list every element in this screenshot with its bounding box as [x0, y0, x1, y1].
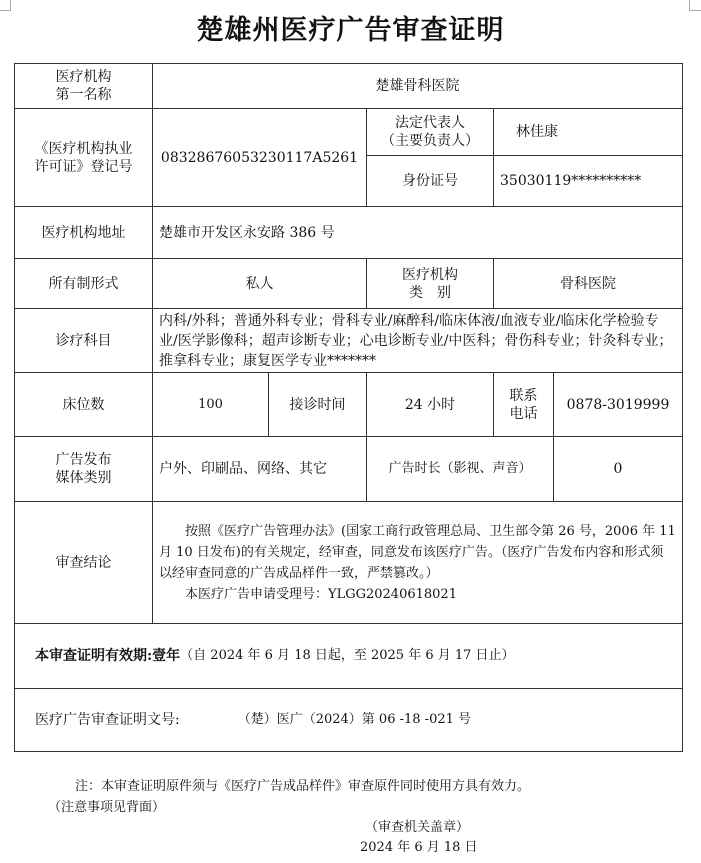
footer-note-back: （注意事项见背面） [48, 800, 166, 815]
id-value: 35030119********** [493, 155, 683, 207]
seal-label: （审查机关盖章） [365, 820, 470, 835]
validity-row [14, 623, 683, 689]
media-value: 户外、印刷品、网络、其它 [152, 436, 367, 502]
name-label: 医疗机构 第一名称 [14, 63, 153, 109]
phone-value: 0878-3019999 [553, 372, 683, 437]
conclusion-cell [152, 501, 683, 624]
beds-label: 床位数 [14, 372, 153, 437]
license-value: 08328676053230117A5261 [152, 108, 367, 207]
address-value: 楚雄市开发区永安路 386 号 [152, 206, 683, 259]
ownership-value: 私人 [152, 258, 367, 309]
validity-label: 本审查证明有效期:壹年 [35, 648, 181, 664]
category-label: 医疗机构 类 别 [366, 258, 494, 309]
validity-value: （自 2024 年 6 月 18 日起，至 2025 年 6 月 17 日止） [180, 648, 515, 663]
ownership-label: 所有制形式 [14, 258, 153, 309]
beds-value: 100 [152, 372, 269, 437]
footer-note: 注：本审查证明原件须与《医疗广告成品样件》审查原件同时使用方具有效力。 [75, 779, 531, 794]
doc-number-value: （楚）医广（2024）第 06 -18 -021 号 [237, 712, 472, 727]
address-label: 医疗机构地址 [14, 206, 153, 259]
license-label: 《医疗机构执业 许可证》登记号 [14, 108, 153, 207]
name-value: 楚雄骨科医院 [152, 63, 683, 109]
id-label: 身份证号 [366, 155, 494, 207]
doc-number-row [14, 688, 683, 752]
dept-value: 内科/外科；普通外科专业；骨科专业/麻醉科/临床体液/血液专业/临床化学检验专业/医学影像科；超声诊断专业；心电诊断专业/中医科；骨伤科专业；针灸科专业；推拿科专业；康复医学专业******* [152, 308, 683, 373]
duration-value: 0 [553, 436, 683, 502]
doc-number-label: 医疗广告审查证明文号: [35, 712, 180, 728]
page-title: 楚雄州医疗广告审查证明 [196, 15, 505, 46]
conclusion-label: 审查结论 [14, 501, 153, 624]
conclusion-text: 按照《医疗广告管理办法》(国家工商行政管理总局、卫生部令第 26 号，2006 年 11 月 10 日发布)的有关规定，经审查，同意发布该医疗广告。（医疗广告发布内容和形式须以经审查同意的广告成品样件一致，严禁篡改。） [159, 523, 676, 581]
dept-label: 诊疗科目 [14, 308, 153, 373]
legal-rep-value: 林佳康 [493, 108, 683, 156]
phone-label: 联系 电话 [493, 372, 554, 437]
category-value: 骨科医院 [493, 258, 683, 309]
hours-label: 接诊时间 [268, 372, 367, 437]
media-label: 广告发布 媒体类别 [14, 436, 153, 502]
legal-rep-label: 法定代表人 （主要负责人） [366, 108, 494, 156]
duration-label: 广告时长（影视、声音） [366, 436, 554, 502]
hours-value: 24 小时 [366, 372, 494, 437]
acceptance-number: 本医疗广告申请受理号：YLGG20240618021 [185, 586, 457, 602]
issue-date: 2024 年 6 月 18 日 [360, 840, 478, 855]
